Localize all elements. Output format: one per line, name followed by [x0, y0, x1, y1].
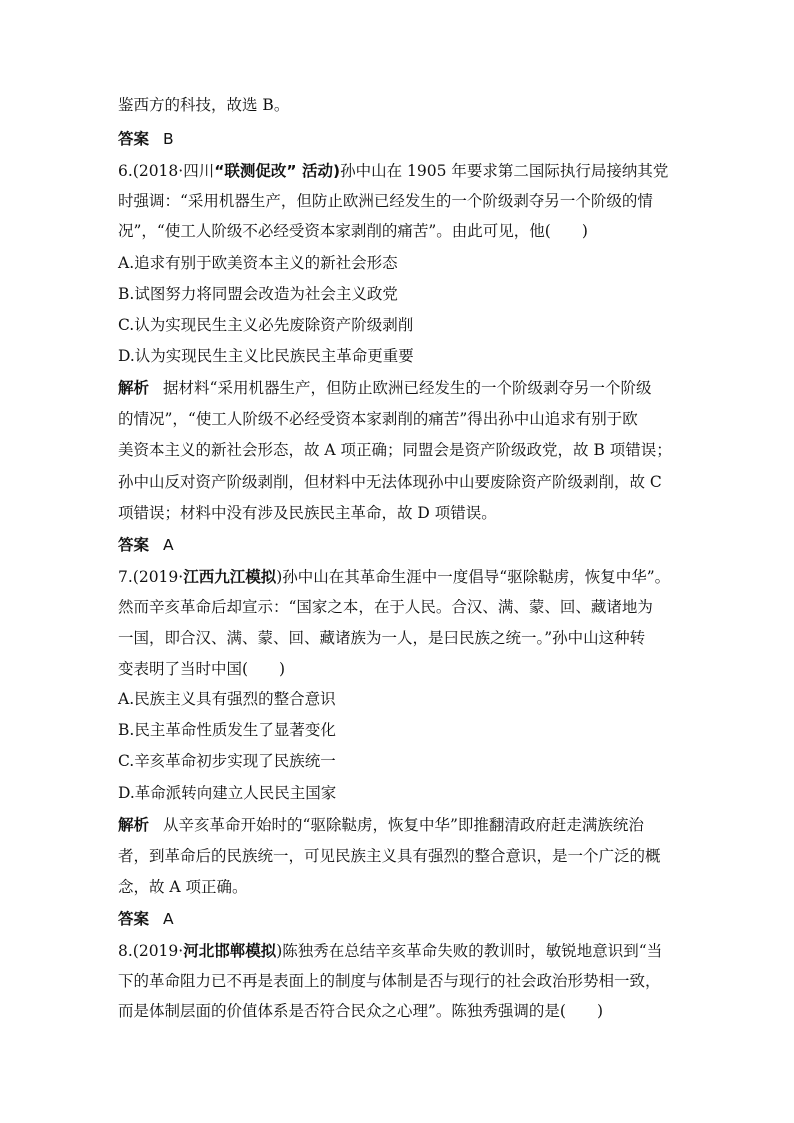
option-d: D.认为实现民生主义比民族民主革命更重要 [118, 347, 414, 365]
question-number: 7.(2019· [118, 568, 184, 586]
question-text: )陈独秀在总结辛亥革命失败的教训时，敏锐地意识到“当 [276, 942, 663, 960]
question-source-suffix: 活动) [296, 162, 341, 180]
text-line: 美资本主义的新社会形态，故 A 项正确；同盟会是资产阶级政党，故 B 项错误； [118, 441, 672, 459]
answer-label: 答案 [118, 910, 150, 928]
answer-value: B [163, 130, 174, 148]
answer-label: 答案 [118, 536, 150, 554]
answer-line [118, 128, 174, 150]
answer-line [118, 534, 174, 556]
option-c: C.辛亥革命初步实现了民族统一 [118, 752, 336, 770]
text-line: 鉴西方的科技，故选 B。 [118, 96, 290, 114]
question-6-stem [118, 160, 668, 182]
question-8-stem [118, 940, 662, 962]
text-line: 的情况”，“使工人阶级不必经受资本家剥削的痛苦”得出孙中山追求有别于欧 [118, 410, 638, 428]
question-text: 孙中山在 1905 年要求第二国际执行局接纳其党 [340, 162, 669, 180]
text-line: 而是体制层面的价值体系是否符合民众之心理”。陈独秀强调的是( ) [118, 1002, 604, 1020]
question-source: 河北邯郸模拟 [183, 942, 277, 960]
text-line: 况”，“使工人阶级不必经受资本家剥削的痛苦”。由此可见，他( ) [118, 222, 588, 240]
explanation-line [118, 814, 644, 836]
option-a: A.追求有别于欧美资本主义的新社会形态 [118, 254, 398, 272]
question-source: 江西九江模拟 [183, 568, 277, 586]
option-b: B.民主革命性质发生了显著变化 [118, 721, 336, 739]
answer-value: A [163, 910, 174, 928]
question-number: 8.(2019· [118, 942, 184, 960]
explanation-line [118, 377, 651, 399]
answer-value: A [163, 536, 174, 554]
question-7-stem [118, 566, 670, 588]
text-line: 变表明了当时中国( ) [118, 660, 286, 678]
text-line: 然而辛亥革命后却宣示：“国家之本，在于人民。合汉、满、蒙、回、藏诸地为 [118, 598, 653, 616]
option-c: C.认为实现民生主义必先废除资产阶级剥削 [118, 316, 414, 334]
text-line: 一国，即合汉、满、蒙、回、藏诸族为一人，是曰民族之统一。”孙中山这种转 [118, 629, 646, 647]
option-b: B.试图努力将同盟会改造为社会主义政党 [118, 285, 398, 303]
option-d: D.革命派转向建立人民民主国家 [118, 784, 337, 802]
option-a: A.民族主义具有强烈的整合意识 [118, 690, 336, 708]
answer-line [118, 908, 174, 930]
question-text: )孙中山在其革命生涯中一度倡导“驱除鞑虏，恢复中华”。 [276, 568, 671, 586]
question-source: “联测促改” [214, 162, 297, 180]
explanation-text: 据材料“采用机器生产，但防止欧洲已经发生的一个阶级剥夺另一个阶级 [163, 379, 652, 397]
answer-label: 答案 [118, 130, 150, 148]
text-line: 念，故 A 项正确。 [118, 878, 248, 896]
explanation-label: 解析 [118, 816, 150, 834]
text-line: 者，到革命后的民族统一，可见民族主义具有强烈的整合意识，是一个广泛的概 [118, 847, 661, 865]
text-line: 下的革命阻力已不再是表面上的制度与体制是否与现行的社会政治形势相一致， [118, 972, 661, 990]
text-line: 项错误；材料中没有涉及民族民主革命，故 D 项错误。 [118, 504, 497, 522]
explanation-text: 从辛亥革命开始时的“驱除鞑虏，恢复中华”即推翻清政府赶走满族统治 [163, 816, 644, 834]
text-line: 时强调：“采用机器生产，但防止欧洲已经发生的一个阶级剥夺另一个阶级的情 [118, 192, 653, 210]
question-number: 6.(2018·四川 [118, 162, 215, 180]
text-line: 孙中山反对资产阶级剥削，但材料中无法体现孙中山要废除资产阶级剥削，故 C [118, 473, 662, 491]
explanation-label: 解析 [118, 379, 150, 397]
